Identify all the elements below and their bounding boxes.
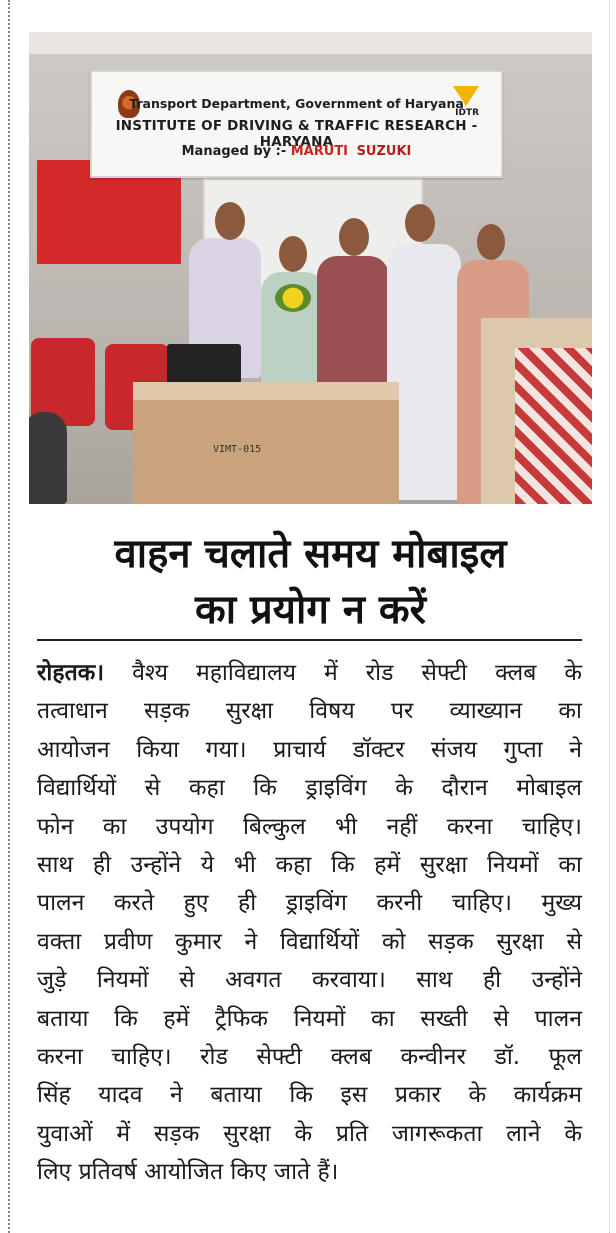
headline-line-2: का प्रयोग न करें <box>195 587 426 633</box>
article-line: वक्ता प्रवीण कुमार ने विद्यार्थियों को सड़क सुरक्षा से <box>37 928 582 955</box>
person-head <box>405 204 435 242</box>
article-line: करना चाहिए। रोड सेफ्टी क्लब कन्वीनर डॉ. फूल <box>37 1044 582 1071</box>
article-line: लिए प्रतिवर्ष आयोजित किए जाते हैं। <box>37 1159 339 1186</box>
wooden-desk <box>133 382 399 504</box>
article-line: जुड़े नियमों से अवगत करवाया। साथ ही उन्होंने <box>37 967 582 994</box>
headline-line-1: वाहन चलाते समय मोबाइल <box>114 531 507 577</box>
banner-managed-by <box>92 144 501 159</box>
idtr-logo-text: IDTR <box>455 108 479 118</box>
person-head <box>339 218 369 256</box>
banner-department: Transport Department, Government of Haryana <box>129 96 464 111</box>
event-banner <box>90 70 503 178</box>
podium <box>481 318 592 504</box>
flower-bouquet <box>275 284 311 312</box>
headline-rule <box>37 639 582 641</box>
article-line: साथ ही उन्होंने ये भी कहा कि हमें सुरक्षा नियमों का <box>37 852 582 879</box>
banner-brand-suzuki: SUZUKI <box>356 144 412 159</box>
article-line: पालन करते हुए ही ड्राइविंग करनी चाहिए। मुख्य <box>37 890 582 917</box>
desk-label: VIMT-015 <box>213 444 262 455</box>
article-line <box>37 654 582 692</box>
podium-pattern <box>515 348 592 504</box>
article-line: सिंह यादव ने बताया कि इस प्रकार के कार्यक्रम <box>37 1082 582 1109</box>
scissor-cut-line <box>8 0 10 1233</box>
photo-ceiling <box>29 32 592 54</box>
person-head <box>215 202 245 240</box>
banner-brand-maruti: MARUTI <box>290 144 349 159</box>
person-head <box>477 224 505 260</box>
banner-managed-prefix: Managed by :- <box>181 144 287 159</box>
article-line: तत्वाधान सड़क सुरक्षा विषय पर व्याख्यान का <box>37 698 582 725</box>
article-dateline: रोहतक। <box>37 660 105 686</box>
article-body <box>37 654 582 1214</box>
article-line: युवाओं में सड़क सुरक्षा के प्रति जागरूकता लाने के <box>37 1120 582 1147</box>
article-line: विद्यार्थियों से कहा कि ड्राइविंग के दौरान मोबाइल <box>37 775 582 802</box>
person-figure <box>29 412 67 504</box>
article-line: बताया कि हमें ट्रैफिक नियमों का सख्ती से पालन <box>37 1005 582 1032</box>
banner-institute: INSTITUTE OF DRIVING & TRAFFIC RESEARCH - HARYANA <box>115 118 478 150</box>
person-head <box>279 236 307 272</box>
article-line-text: वैश्य महाविद्यालय में रोड सेफ्टी क्लब के <box>132 660 583 686</box>
article-line: आयोजन किया गया। प्राचार्य डॉक्टर संजय गुप्ता ने <box>37 736 582 763</box>
article-line: फोन का उपयोग बिल्कुल भी नहीं करना चाहिए। <box>37 813 582 840</box>
clip-edge-line <box>609 0 610 1233</box>
news-photo <box>29 32 592 504</box>
